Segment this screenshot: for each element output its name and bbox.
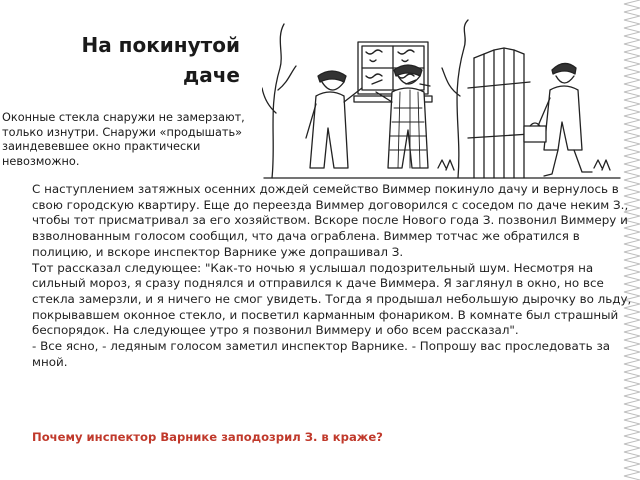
edge-tooth	[624, 168, 640, 176]
edge-tooth	[624, 392, 640, 400]
edge-tooth	[624, 128, 640, 136]
edge-tooth	[624, 376, 640, 384]
edge-tooth	[624, 80, 640, 88]
edge-tooth	[624, 456, 640, 464]
illustration-caption: Оконные стекла снаружи не замерзают, только изнутри. Снаружи «продышать» заиндевевшее окно практически невозможно.	[2, 111, 245, 168]
edge-tooth	[624, 32, 640, 40]
edge-tooth	[624, 408, 640, 416]
riddle-question: Почему инспектор Варнике заподозрил З. в краже?	[32, 430, 383, 444]
edge-tooth	[624, 56, 640, 64]
edge-tooth	[624, 16, 640, 24]
edge-tooth	[624, 152, 640, 160]
page-title	[40, 30, 240, 90]
edge-tooth	[624, 72, 640, 80]
detective-sketch-illustration	[262, 18, 622, 186]
edge-tooth	[624, 104, 640, 112]
edge-tooth	[624, 40, 640, 48]
story-paragraph-2: Тот рассказал следующее: "Как-то ночью я услышал подозрительный шум. Несмотря на сильный мороз, я сразу поднялся и отправился к даче Виммера. Я заглянул в окно, но все стекла замерзли, и я ничего не смог увидеть. Тогда я продышал небольшую дырочку во льду, покрывавшем оконное стекло, и посветил карманным фонариком. В комнате был страшный беспорядок. На следующее утро я позвонил Виммеру и обо всем рассказал".	[32, 260, 632, 338]
title-line-1: На покинутой	[81, 33, 240, 57]
edge-tooth	[624, 120, 640, 128]
edge-tooth	[624, 8, 640, 16]
edge-tooth	[624, 112, 640, 120]
edge-tooth	[624, 448, 640, 456]
edge-tooth	[624, 48, 640, 56]
edge-tooth	[624, 160, 640, 168]
story-paragraph-1: С наступлением затяжных осенних дождей семейство Виммер покинуло дачу и вернулось в свою городскую квартиру. Еще до переезда Виммер договорился с соседом по даче неким З., чтобы тот присматривал за его хозяйством. Вскоре после Нового года З. позвонил Виммеру и взволнованным голосом сообщил, что дача ограблена. Виммер тотчас же обратился в полицию, и вскоре инспектор Варнике уже допрашивал З.	[32, 182, 629, 259]
edge-tooth	[624, 400, 640, 408]
story-text	[32, 182, 632, 370]
story-paragraph-3: - Все ясно, - ледяным голосом заметил инспектор Варнике. - Попрошу вас проследовать за мной.	[32, 339, 611, 369]
edge-tooth	[624, 424, 640, 432]
edge-tooth	[624, 0, 640, 8]
edge-tooth	[624, 64, 640, 72]
title-line-2: даче	[183, 63, 240, 87]
edge-tooth	[624, 416, 640, 424]
edge-tooth	[624, 384, 640, 392]
edge-tooth	[624, 464, 640, 472]
edge-tooth	[624, 440, 640, 448]
edge-tooth	[624, 144, 640, 152]
edge-tooth	[624, 472, 640, 480]
edge-tooth	[624, 24, 640, 32]
edge-tooth	[624, 88, 640, 96]
edge-tooth	[624, 96, 640, 104]
edge-tooth	[624, 136, 640, 144]
edge-tooth	[624, 432, 640, 440]
